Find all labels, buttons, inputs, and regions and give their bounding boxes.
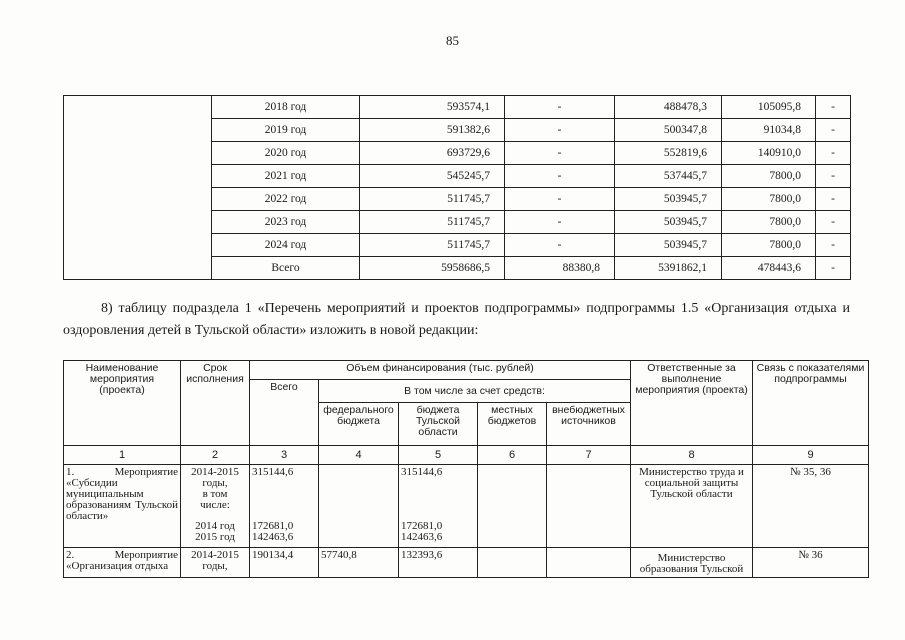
finance-cell-year: 2019 год bbox=[212, 119, 360, 142]
finance-cell-year: 2024 год bbox=[212, 234, 360, 257]
finance-cell-federal: - bbox=[505, 211, 615, 234]
header-federal: федерального бюджета bbox=[319, 403, 399, 446]
finance-cell-total: 593574,1 bbox=[360, 96, 505, 119]
column-number: 3 bbox=[250, 446, 319, 465]
column-number: 7 bbox=[547, 446, 631, 465]
column-numbers-row bbox=[64, 446, 869, 465]
measure-1-extra bbox=[547, 465, 631, 548]
page-number: 85 bbox=[446, 33, 459, 48]
measure-2-total: 190134,4 bbox=[250, 548, 319, 578]
finance-cell-federal: - bbox=[505, 234, 615, 257]
finance-blank-cell bbox=[64, 234, 212, 257]
finance-cell-regional: 503945,7 bbox=[615, 188, 722, 211]
finance-row bbox=[64, 142, 851, 165]
measure-2-name-rest: «Организация отдыха bbox=[66, 560, 169, 572]
finance-blank-cell bbox=[64, 165, 212, 188]
header-link: Связь с показателями подпрограммы bbox=[753, 361, 869, 446]
instruction-paragraph: 8) таблицу подраздела 1 «Перечень мероприятий и проектов подпрограммы» подпрограммы 1.5 «Организация отдыха и оздоровления детей в Тульской области» изложить в новой редакции: bbox=[63, 301, 850, 338]
measure-2-responsible bbox=[631, 548, 753, 578]
finance-cell-federal: - bbox=[505, 165, 615, 188]
header-regional: бюджета Тульской области bbox=[399, 403, 478, 446]
finance-cell-federal: - bbox=[505, 96, 615, 119]
finance-blank-cell bbox=[64, 211, 212, 234]
measure-1-term-line1: 2014-2015 bbox=[191, 466, 239, 478]
column-number: 5 bbox=[399, 446, 478, 465]
measure-1-regional-year1: 172681,0 bbox=[401, 520, 443, 532]
measure-1-name-line1: 1. Мероприятие bbox=[66, 466, 178, 478]
finance-blank-cell bbox=[64, 142, 212, 165]
finance-cell-regional: 488478,3 bbox=[615, 96, 722, 119]
measure-1-term-line2: годы, bbox=[202, 477, 228, 489]
finance-blank-cell bbox=[64, 257, 212, 280]
finance-cell-extra: - bbox=[816, 188, 851, 211]
finance-cell-regional: 537445,7 bbox=[615, 165, 722, 188]
finance-row bbox=[64, 96, 851, 119]
finance-cell-local: 7800,0 bbox=[722, 211, 816, 234]
measure-2-name-line1: 2. Мероприятие bbox=[66, 549, 178, 561]
measure-1-regional-value: 315144,6 bbox=[401, 466, 443, 478]
column-number: 8 bbox=[631, 446, 753, 465]
header-responsible: Ответственные за выполнение мероприятия (проекта) bbox=[631, 361, 753, 446]
finance-cell-extra: - bbox=[816, 165, 851, 188]
finance-cell-extra: - bbox=[816, 234, 851, 257]
measure-1-regional bbox=[399, 465, 478, 548]
finance-table bbox=[63, 95, 851, 280]
finance-cell-total: 545245,7 bbox=[360, 165, 505, 188]
column-number: 9 bbox=[753, 446, 869, 465]
measure-1-term-year2: 2015 год bbox=[195, 531, 235, 543]
finance-cell-total: 5958686,5 bbox=[360, 257, 505, 280]
finance-cell-total: 511745,7 bbox=[360, 188, 505, 211]
column-number: 6 bbox=[478, 446, 547, 465]
header-row-1 bbox=[64, 361, 869, 380]
header-local: местных бюджетов bbox=[478, 403, 547, 446]
finance-cell-total: 591382,6 bbox=[360, 119, 505, 142]
measure-1-total bbox=[250, 465, 319, 548]
measure-row-1 bbox=[64, 465, 869, 548]
finance-cell-local: 7800,0 bbox=[722, 234, 816, 257]
measure-2-link: № 36 bbox=[753, 548, 869, 578]
finance-cell-local: 91034,8 bbox=[722, 119, 816, 142]
finance-cell-year: 2018 год bbox=[212, 96, 360, 119]
measures-table bbox=[63, 360, 869, 578]
measure-1-total-year2: 142463,6 bbox=[252, 531, 294, 543]
finance-cell-extra: - bbox=[816, 142, 851, 165]
header-term: Срок исполнения bbox=[181, 361, 250, 446]
finance-cell-extra: - bbox=[816, 257, 851, 280]
finance-cell-local: 7800,0 bbox=[722, 188, 816, 211]
column-number: 2 bbox=[181, 446, 250, 465]
measure-1-term-year1: 2014 год bbox=[195, 520, 235, 532]
finance-cell-total: 693729,6 bbox=[360, 142, 505, 165]
finance-cell-total: 511745,7 bbox=[360, 234, 505, 257]
header-total: Всего bbox=[250, 380, 319, 446]
finance-cell-regional: 552819,6 bbox=[615, 142, 722, 165]
column-number: 1 bbox=[64, 446, 181, 465]
finance-blank-cell bbox=[64, 188, 212, 211]
measure-2-term-line1: 2014-2015 bbox=[191, 549, 239, 561]
measure-1-term-line4: числе: bbox=[200, 499, 230, 511]
measure-2-term-line2: годы, bbox=[202, 560, 228, 572]
finance-blank-cell bbox=[64, 96, 212, 119]
finance-cell-local: 478443,6 bbox=[722, 257, 816, 280]
finance-cell-federal: - bbox=[505, 142, 615, 165]
finance-cell-total: 511745,7 bbox=[360, 211, 505, 234]
finance-row bbox=[64, 119, 851, 142]
finance-cell-federal: - bbox=[505, 119, 615, 142]
measure-2-responsible-line2: образования Тульской bbox=[639, 563, 744, 575]
measure-1-total-value: 315144,6 bbox=[252, 466, 294, 478]
measure-row-2 bbox=[64, 548, 869, 578]
finance-cell-regional: 5391862,1 bbox=[615, 257, 722, 280]
finance-row bbox=[64, 234, 851, 257]
measure-1-link: № 35, 36 bbox=[753, 465, 869, 548]
finance-cell-year: 2022 год bbox=[212, 188, 360, 211]
finance-row bbox=[64, 211, 851, 234]
finance-row bbox=[64, 257, 851, 280]
finance-cell-year: Всего bbox=[212, 257, 360, 280]
measure-2-regional: 132393,6 bbox=[399, 548, 478, 578]
measure-2-term bbox=[181, 548, 250, 578]
header-including: В том числе за счет средств: bbox=[319, 380, 631, 403]
finance-cell-local: 7800,0 bbox=[722, 165, 816, 188]
finance-cell-federal: - bbox=[505, 188, 615, 211]
measure-1-term bbox=[181, 465, 250, 548]
finance-cell-local: 105095,8 bbox=[722, 96, 816, 119]
finance-cell-extra: - bbox=[816, 211, 851, 234]
finance-cell-year: 2020 год bbox=[212, 142, 360, 165]
measure-1-regional-year2: 142463,6 bbox=[401, 531, 443, 543]
header-name: Наименование мероприятия (проекта) bbox=[64, 361, 181, 446]
measure-1-federal bbox=[319, 465, 399, 548]
measure-1-total-year1: 172681,0 bbox=[252, 520, 294, 532]
finance-row bbox=[64, 165, 851, 188]
measure-2-name bbox=[64, 548, 181, 578]
finance-cell-extra: - bbox=[816, 96, 851, 119]
finance-cell-year: 2023 год bbox=[212, 211, 360, 234]
finance-cell-local: 140910,0 bbox=[722, 142, 816, 165]
finance-cell-extra: - bbox=[816, 119, 851, 142]
finance-cell-regional: 503945,7 bbox=[615, 234, 722, 257]
measure-1-term-line3: в том bbox=[202, 488, 228, 500]
measure-1-responsible: Министерство труда и социальной защиты Тульской области bbox=[631, 465, 753, 548]
measure-1-name bbox=[64, 465, 181, 548]
header-extra: внебюджетных источников bbox=[547, 403, 631, 446]
measure-2-extra bbox=[547, 548, 631, 578]
column-number: 4 bbox=[319, 446, 399, 465]
finance-cell-regional: 500347,8 bbox=[615, 119, 722, 142]
measure-1-name-rest: «Субсидии муниципальным образованиям Тульской области» bbox=[66, 477, 178, 522]
finance-cell-federal: 88380,8 bbox=[505, 257, 615, 280]
measure-2-responsible-line1: Министерство bbox=[657, 552, 726, 564]
finance-cell-year: 2021 год bbox=[212, 165, 360, 188]
measure-1-local bbox=[478, 465, 547, 548]
measure-2-federal: 57740,8 bbox=[319, 548, 399, 578]
finance-row bbox=[64, 188, 851, 211]
measure-2-local bbox=[478, 548, 547, 578]
finance-cell-regional: 503945,7 bbox=[615, 211, 722, 234]
header-funding: Объем финансирования (тыс. рублей) bbox=[250, 361, 631, 380]
finance-blank-cell bbox=[64, 119, 212, 142]
